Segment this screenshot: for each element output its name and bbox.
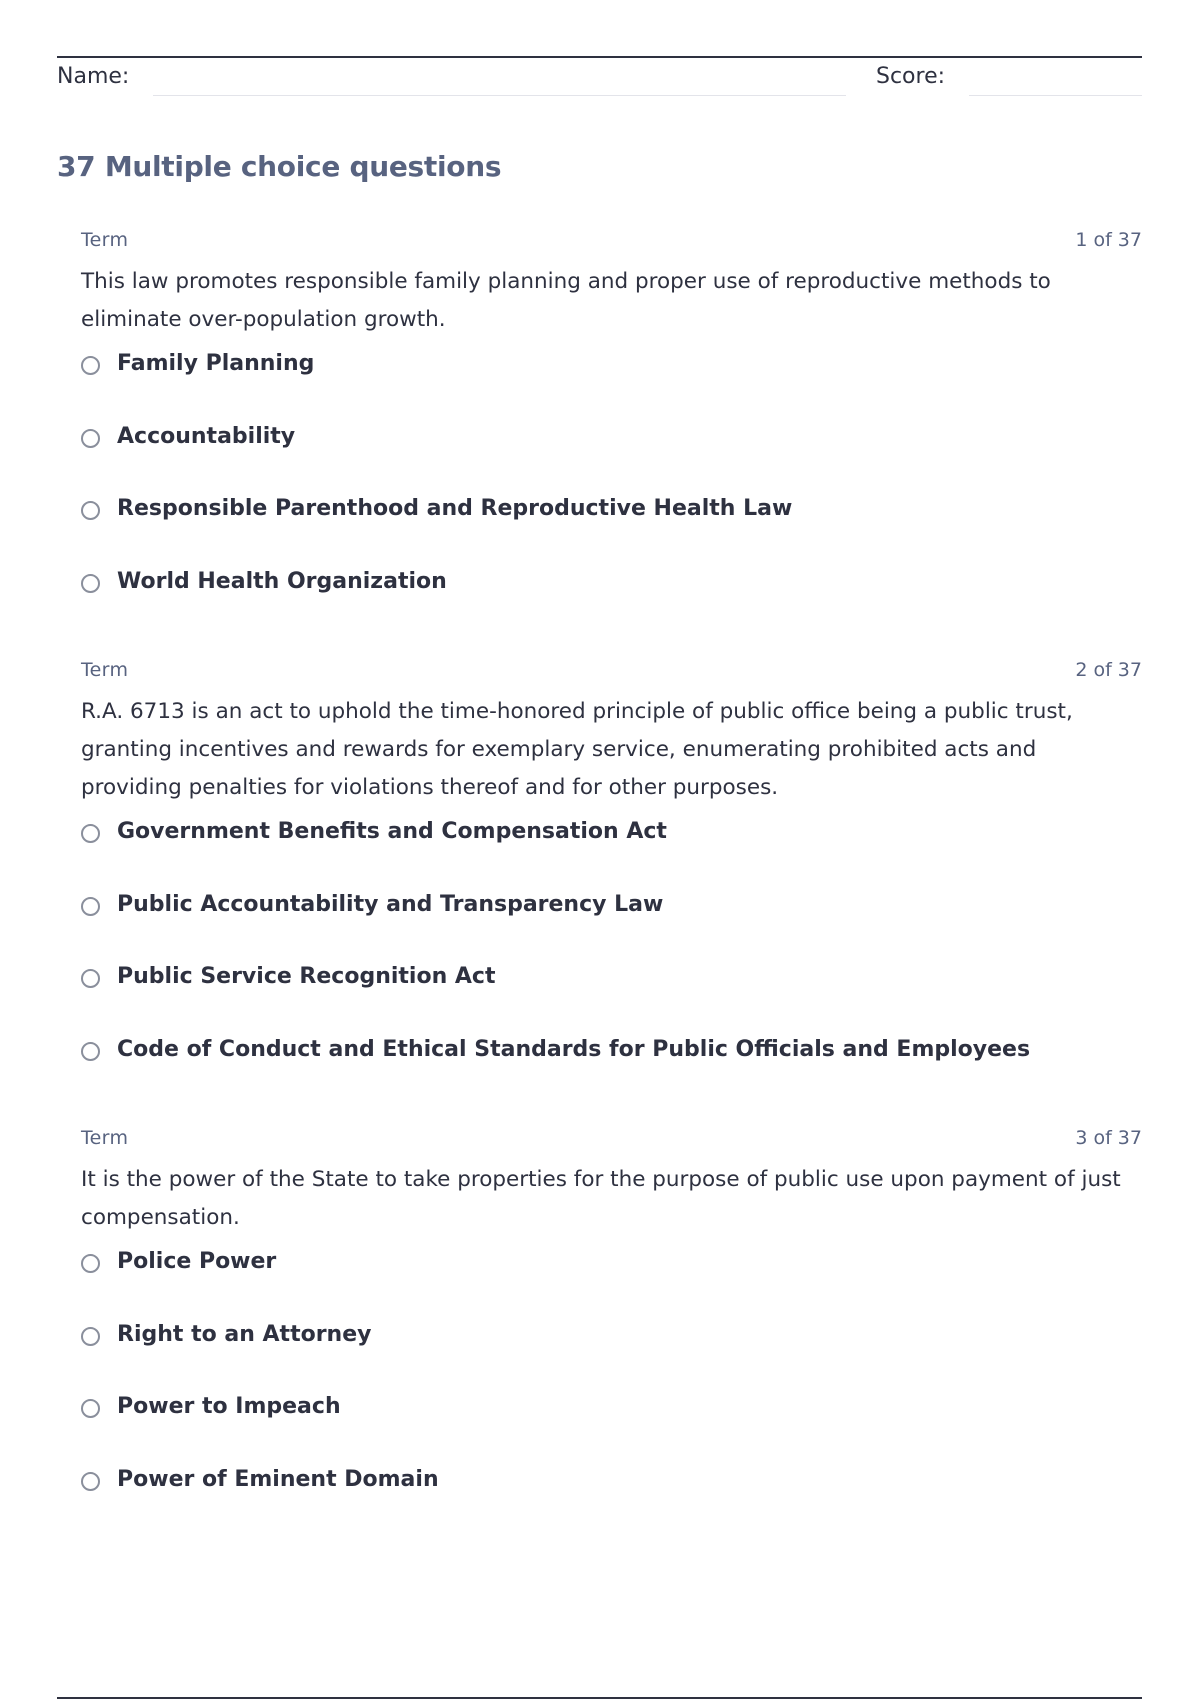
radio-button-icon[interactable] [81,574,100,593]
answer-options [81,351,1142,641]
radio-button-icon[interactable] [81,1327,100,1346]
radio-button-icon[interactable] [81,1472,100,1491]
header-row [57,58,1142,98]
radio-button-icon[interactable] [81,1042,100,1061]
question-header [81,229,1142,255]
answer-option-label: Power to Impeach [117,1394,341,1419]
term-label: Term [81,1127,129,1149]
question-counter: 3 of 37 [1075,1127,1142,1149]
term-label: Term [81,659,129,681]
radio-button-icon[interactable] [81,1399,100,1418]
section-title: 37 Multiple choice questions [57,150,502,183]
question-text: R.A. 6713 is an act to uphold the time-honored principle of public office being a public trust, granting incentives and rewards for exemplary service, enumerating prohibited acts and providing penalties for violations thereof and for other purposes. [81,699,1073,800]
answer-option[interactable] [81,496,1142,569]
answer-option-label: Accountability [117,423,296,449]
question-text: It is the power of the State to take properties for the purpose of public use upon payment of just compensation. [81,1167,1121,1230]
answer-option[interactable] [81,1467,1142,1540]
question-counter: 1 of 37 [1075,229,1142,251]
term-label: Term [81,229,129,251]
radio-button-icon[interactable] [81,897,100,916]
question-2 [81,659,1142,1109]
radio-button-icon[interactable] [81,824,100,843]
answer-option[interactable] [81,351,1142,424]
score-field[interactable] [969,95,1142,96]
radio-button-icon[interactable] [81,356,100,375]
answer-option-label: Public Accountability and Transparency Law [117,891,664,917]
question-header [81,659,1142,685]
answer-option[interactable] [81,1394,1142,1467]
answer-option-label: Government Benefits and Compensation Act [117,819,667,844]
answer-option-label: Right to an Attorney [117,1321,372,1347]
answer-option-label: Family Planning [117,351,315,376]
answer-option-label: Police Power [117,1249,277,1274]
answer-option-label: Responsible Parenthood and Reproductive Health Law [117,496,793,521]
question-text: This law promotes responsible family planning and proper use of reproductive methods to eliminate over-population growth. [81,269,1051,332]
name-label: Name: [57,64,130,89]
question-header [81,1127,1142,1153]
radio-button-icon[interactable] [81,1254,100,1273]
question-1 [81,229,1142,641]
score-label: Score: [876,64,946,89]
answer-option-label: Public Service Recognition Act [117,964,496,989]
answer-option-label: World Health Organization [117,568,447,594]
radio-button-icon[interactable] [81,429,100,448]
question-counter: 2 of 37 [1075,659,1142,681]
question-3 [81,1127,1142,1539]
answer-option[interactable] [81,892,1142,965]
answer-option-label: Power of Eminent Domain [117,1466,439,1492]
answer-option[interactable] [81,424,1142,497]
answer-options [81,819,1142,1109]
answer-option[interactable] [81,1249,1142,1322]
name-field[interactable] [153,95,846,96]
answer-option[interactable] [81,819,1142,892]
answer-option-label: Code of Conduct and Ethical Standards for Public Officials and Employees [117,1036,1031,1062]
answer-option[interactable] [81,1037,1142,1110]
answer-option[interactable] [81,964,1142,1037]
answer-option[interactable] [81,1322,1142,1395]
bottom-divider [57,1697,1142,1699]
answer-option[interactable] [81,569,1142,642]
worksheet-page [57,0,1142,1700]
answer-options [81,1249,1142,1539]
radio-button-icon[interactable] [81,969,100,988]
radio-button-icon[interactable] [81,501,100,520]
